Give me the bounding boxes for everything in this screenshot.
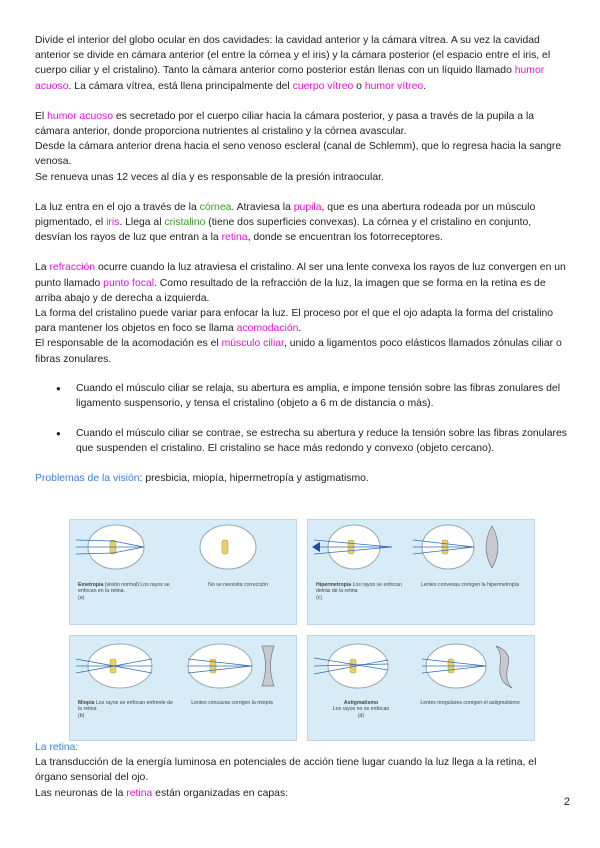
text: (tiene dos superficies convexas). La córnea y el cristalino en conjunto, desvían los rayos de luz que entran a la (35, 217, 532, 244)
paragraph-luz (35, 200, 570, 246)
list-item: ● Cuando el músculo ciliar se contrae, se estrecha su abertura y reduce la tensión sobre las fibras zonulares que suspenden el cristalino. El cristalino se hace más redondo y convexo (objeto cercano). (76, 426, 570, 456)
term-humor-acuoso: humor acuoso (35, 65, 545, 92)
paragraph-drenaje: Desde la cámara anterior drena hacia el seno venoso escleral (canal de Schlemm), que lo regresa hacia la sangre venosa. (35, 141, 562, 168)
term-cuerpo-vitreo: cuerpo vítreo (292, 80, 354, 92)
eye-icon (200, 525, 256, 569)
term-retina: retina (221, 232, 248, 244)
panel-letter: (a) (78, 594, 85, 601)
heading-retina: La retina: (35, 742, 79, 753)
text: El (35, 110, 48, 122)
text: . Llega al (119, 217, 165, 229)
caption-emetropia (78, 582, 178, 601)
term-humor-acuoso: humor acuoso (47, 110, 113, 122)
eye-diagram-miopia (70, 636, 296, 740)
term-cornea: córnea (199, 201, 232, 213)
text: . Atraviesa la (231, 201, 294, 213)
paragraph-renovacion: Se renueva unas 12 veces al día y es responsable de la presión intraocular. (35, 171, 384, 183)
text: es secretado por el cuerpo ciliar hacia la cámara posterior, y pasa a través de la pupila a la cámara anterior, donde proporciona nutrientes al cristalino y la córnea avascular. (35, 110, 535, 138)
bullet-list (35, 381, 570, 457)
retina-section (35, 740, 570, 801)
paragraph-problemas (35, 471, 570, 486)
term-acomodacion: acomodación (236, 323, 299, 335)
panel-letter: (c) (316, 594, 323, 601)
term-retina: retina (126, 787, 153, 799)
text: o (353, 80, 365, 92)
paragraph-retina: La transducción de la energía luminosa en potenciales de acción tiene lugar cuando la luz llega a la retina, el órgano sensorial del ojo. (35, 757, 537, 784)
term-musculo-ciliar: músculo ciliar (221, 338, 284, 350)
eye-diagram-hipermetropia (308, 520, 534, 624)
caption-text: (visión normal) Los rayos se enfocan en la retina. (78, 582, 170, 595)
caption-bold: Miopía (78, 700, 95, 706)
caption-no-correccion: No se necesita corrección (208, 582, 268, 588)
caption-bold: Emetropía (78, 582, 104, 588)
page-number: 2 (563, 796, 570, 808)
caption-bold: Hipermetropía (316, 582, 352, 588)
caption-astigmatismo (316, 700, 406, 719)
caption-bold: Astigmatismo (343, 700, 379, 706)
paragraph-humor-acuoso (35, 109, 570, 139)
text: , donde se encuentran los fotorreceptores. (247, 232, 443, 244)
panel-letter: (b) (78, 712, 85, 719)
term-pupila: pupila (293, 201, 322, 213)
panel-letter: (d) (357, 712, 365, 719)
panel-miopia (69, 635, 297, 741)
vision-problems-figure (69, 519, 535, 741)
text: La luz entra en el ojo a través de la (35, 201, 200, 213)
list-item: ● Cuando el músculo ciliar se relaja, su abertura es amplia, e impone tensión sobre las fibras zonulares del ligamento suspensorio, y tensa el cristalino (objeto a 6 m de distancia o más). (76, 381, 570, 411)
text: . (298, 323, 302, 335)
term-cristalino: cristalino (164, 217, 206, 229)
caption-text: Los rayos no se enfocan (332, 706, 390, 713)
text: . (423, 80, 427, 92)
text: La forma del cristalino puede variar para enfocar la luz. El proceso por el que el ojo adapta la forma del cristalino para mantener los objetos en foco se llama (35, 308, 554, 335)
heading-problemas: Problemas de la visión (35, 472, 140, 484)
caption-lentes-irregulares: Lentes irregulares corrigen el astigmatismo (420, 700, 520, 706)
document-body (35, 33, 570, 486)
text: , unido a ligamentos poco elásticos llamados zónulas ciliar o fibras zonulares. (35, 338, 562, 365)
panel-hipermetropia (307, 519, 535, 625)
text: están organizadas en capas: (152, 787, 289, 799)
paragraph-cavidades (35, 33, 570, 94)
term-iris: iris (106, 217, 120, 229)
text: ocurre cuando la luz atraviesa el cristalino. Al ser una lente convexa los rayos de luz convergen en un punto llamado (35, 262, 566, 289)
text: Las neuronas de la (35, 787, 127, 799)
caption-lentes-convexas: Lentes convexas corrigen la hipermetropía (420, 582, 520, 588)
paragraph-refraccion (35, 260, 570, 306)
text: . Como resultado de la refracción de la luz, la imagen que se forma en la retina es de arriba abajo y de derecha a izquierda. (35, 277, 546, 304)
irregular-lens-icon (496, 646, 512, 688)
caption-miopia (78, 700, 178, 719)
caption-text: Los rayos se enfocan detrás de la retina (316, 582, 402, 595)
paragraph-musculo-ciliar (35, 336, 570, 366)
caption-hipermetropia (316, 582, 416, 601)
eye-diagram-astigmatismo (308, 636, 534, 740)
text: . La cámara vítrea, está llena principalmente del (68, 80, 293, 92)
term-punto-focal: punto focal (103, 277, 155, 289)
text: La (35, 262, 50, 274)
panel-emetropia (69, 519, 297, 625)
text: Divide el interior del globo ocular en dos cavidades: la cavidad anterior y la cámara vítrea. A su vez la cavidad anterior se divide en cámara anterior (el entre la córnea y el iris) y la cámara posterior (el espacio entre el iris, el cuerpo ciliar y el cristalino). Tanto la cámara anterior como posterior están llenas con un líquido llamado (35, 35, 551, 77)
eye-diagram-emetropia (70, 520, 296, 624)
arrow-icon (312, 542, 320, 552)
convex-lens-icon (486, 526, 498, 568)
paragraph-acomodacion (35, 306, 570, 336)
text: , que es una abertura rodeada por un músculo pigmentado, el (35, 201, 536, 229)
paragraph-neuronas (35, 786, 570, 801)
text: El responsable de la acomodación es el (35, 338, 222, 350)
concave-lens-icon (262, 646, 274, 686)
text: : presbicia, miopía, hipermetropía y astigmatismo. (139, 472, 369, 484)
term-humor-vitreo: humor vítreo (364, 80, 424, 92)
caption-lentes-concavas: Lentes cóncavas corrigen la miopía (191, 700, 273, 706)
term-refraccion: refracción (49, 262, 96, 274)
caption-text: Los rayos se enfocan enfrente de la retina (78, 700, 173, 713)
panel-astigmatismo (307, 635, 535, 741)
